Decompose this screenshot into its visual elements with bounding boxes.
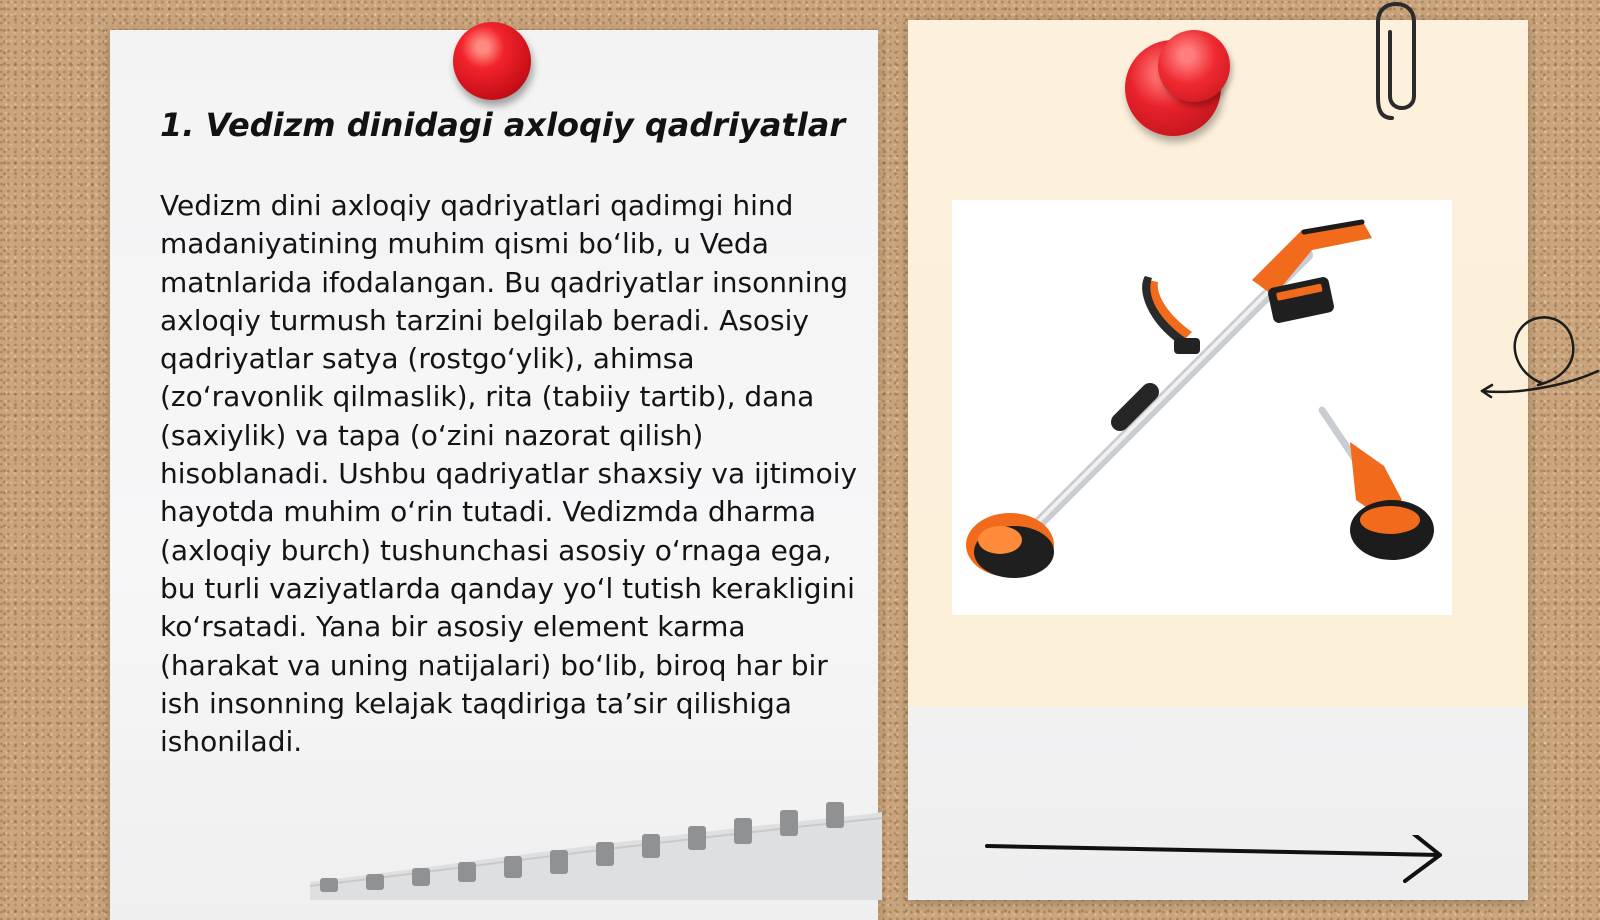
loop-arrow-doodle bbox=[1478, 305, 1600, 415]
torn-paper-strip bbox=[310, 790, 882, 900]
slide-body-text: Vedizm dini axloqiy qadriyatlari qadimgi hind madaniyatining muhim qismi bo‘lib, u Veda matnlarida ifodalangan. Bu qadriyatlar insonning axloqiy turmush tarzini belgilab beradi. Asosiy qadriyatlar satya (rostgo‘ylik), ahimsa (zo‘ravonlik qilmaslik), rita (tabiiy tartib), dana (saxiylik) va tapa (o‘zini nazorat qilish) hisoblanadi. Ushbu qadriyatlar shaxsiy va ijtimoiy hayotda muhim o‘rin tutadi. Vedizmda dharma (axloqiy burch) tushunchasi asosiy o‘rnaga ega, bu turli vaziyatlarda qanday yo‘l tutish kerakligini ko‘rsatadi. Yana bir asosiy element karma (harakat va uning natijalari) bo‘lib, biroq har bir ish insonning kelajak taqdiriga ta’sir qilishiga ishoniladi. bbox=[160, 189, 858, 759]
paperclip-icon bbox=[1374, 0, 1420, 124]
red-push-pin-icon bbox=[453, 22, 531, 100]
right-arrow-icon bbox=[985, 835, 1447, 893]
product-photo-string-trimmer bbox=[952, 200, 1452, 615]
slide-title: 1. Vedizm dinidagi axloqiy qadriyatlar bbox=[160, 106, 846, 144]
red-push-pin-icon-small bbox=[1158, 30, 1230, 102]
string-trimmer-image bbox=[952, 200, 1452, 615]
